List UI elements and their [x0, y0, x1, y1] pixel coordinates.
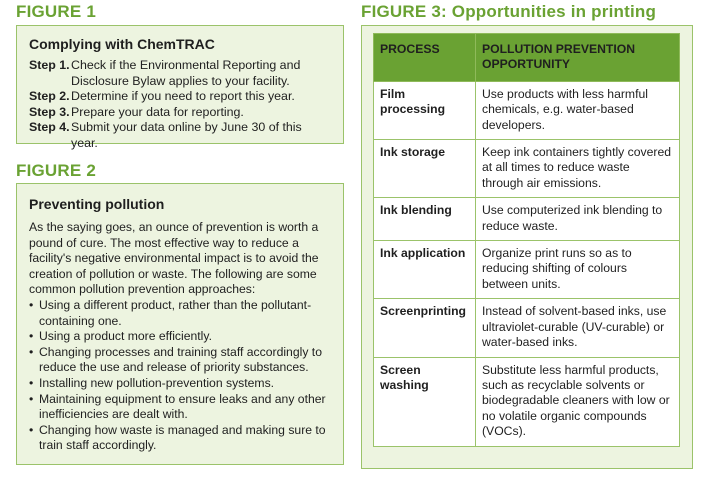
list-item-text: Changing processes and training staff accordingly to reduce the use and release of priority substances.: [39, 344, 322, 375]
list-item-text: Installing new pollution-prevention systems.: [39, 375, 275, 390]
opportunity-cell: Organize print runs so as to reducing shifting of colours between units.: [476, 241, 680, 299]
list-item: [29, 345, 333, 376]
column-header-process: PROCESS: [374, 34, 476, 82]
bullet-icon: •: [29, 329, 34, 344]
process-cell: Screenprinting: [374, 299, 476, 357]
bullet-icon: •: [29, 375, 34, 390]
bullet-icon: •: [29, 297, 34, 312]
process-cell: Ink application: [374, 241, 476, 299]
list-item: [29, 423, 333, 454]
table-header-row: [374, 34, 680, 82]
table-row: [374, 357, 680, 446]
step-label: Step 1.: [29, 58, 70, 72]
list-item-text: Changing how waste is managed and making sure to train staff accordingly.: [39, 422, 326, 453]
column-header-opportunity: POLLUTION PREVENTION OPPORTUNITY: [476, 34, 680, 82]
bullet-icon: •: [29, 422, 34, 437]
table-row: [374, 241, 680, 299]
table-row: [374, 299, 680, 357]
process-cell: Film processing: [374, 81, 476, 139]
list-item-text: Maintaining equipment to ensure leaks and any other inefficiencies are dealt with.: [39, 391, 326, 422]
opportunity-cell: Use computerized ink blending to reduce waste.: [476, 198, 680, 241]
list-item: [29, 376, 333, 392]
list-item: [29, 298, 333, 329]
approaches-list: [29, 298, 333, 454]
figure-1-heading: Complying with ChemTRAC: [29, 36, 215, 52]
bullet-icon: •: [29, 391, 34, 406]
process-cell: Screen washing: [374, 357, 476, 446]
step-item: [29, 105, 331, 121]
step-text: Submit your data online by June 30 of this year.: [71, 120, 302, 150]
table-row: [374, 140, 680, 198]
opportunity-cell: Keep ink containers tightly covered at all times to reduce waste through air emissions.: [476, 140, 680, 198]
process-cell: Ink blending: [374, 198, 476, 241]
process-cell: Ink storage: [374, 140, 476, 198]
step-item: [29, 58, 331, 89]
figure-1-title: FIGURE 1: [16, 2, 97, 21]
list-item: [29, 329, 333, 345]
table-row: [374, 198, 680, 241]
step-text: Check if the Environmental Reporting and Disclosure Bylaw applies to your facility.: [71, 58, 301, 88]
step-text: Determine if you need to report this year.: [71, 89, 295, 104]
list-item-text: Using a different product, rather than the pollutant-containing one.: [39, 297, 312, 328]
step-label: Step 4.: [29, 120, 70, 135]
steps-list: [29, 58, 331, 152]
opportunity-cell: Substitute less harmful products, such as recyclable solvents or biodegradable cleaners with low or no volatile organic compounds (VOCs).: [476, 357, 680, 446]
list-item-text: Using a product more efficiently.: [39, 329, 212, 344]
figure-2-title: FIGURE 2: [16, 161, 97, 180]
step-label: Step 3.: [29, 104, 70, 119]
opportunities-table: [373, 33, 680, 447]
figure-2-box: [16, 183, 344, 465]
figure-1-box: [16, 25, 344, 150]
bullet-icon: •: [29, 344, 34, 359]
figure-2-intro: As the saying goes, an ounce of prevention is worth a pound of cure. The most effective way to reduce a facility's negative environmental impact is to avoid the creation of pollution or waste. The following are some common pollution prevention approaches:: [29, 220, 319, 297]
table-row: [374, 81, 680, 139]
step-item: [29, 120, 331, 151]
list-item: [29, 392, 333, 423]
figure-3-title: FIGURE 3: Opportunities in printing: [361, 2, 657, 21]
step-text: Prepare your data for reporting.: [71, 104, 244, 119]
step-label: Step 2.: [29, 89, 70, 104]
opportunity-cell: Use products with less harmful chemicals, e.g. water-based developers.: [476, 81, 680, 139]
figure-2-heading: Preventing pollution: [29, 196, 165, 212]
step-item: [29, 89, 331, 105]
opportunity-cell: Instead of solvent-based inks, use ultraviolet-curable (UV-curable) or water-based inks.: [476, 299, 680, 357]
